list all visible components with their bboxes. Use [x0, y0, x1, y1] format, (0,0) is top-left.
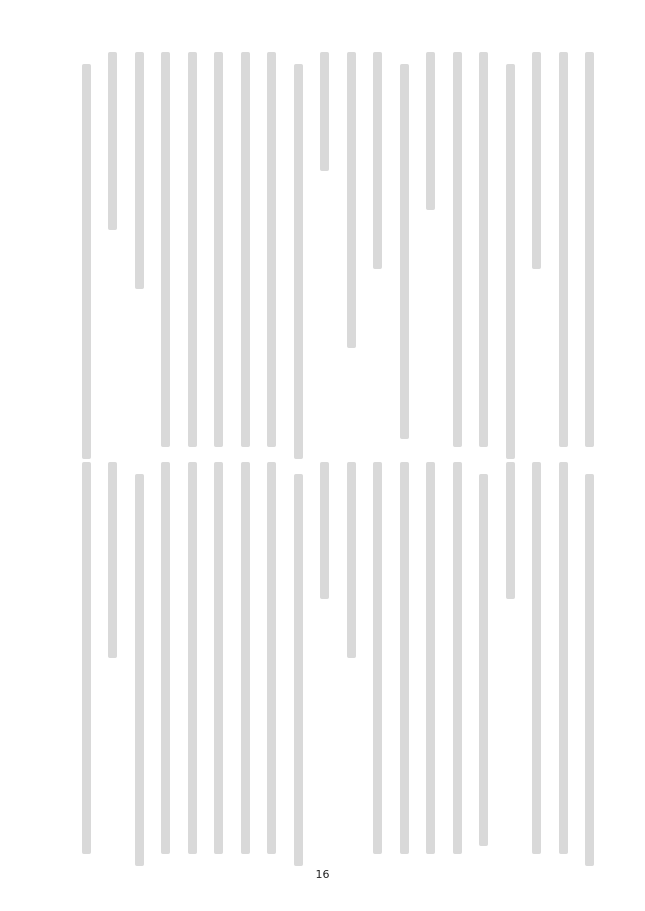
text-column-placeholder [400, 64, 409, 439]
text-column-placeholder [426, 52, 435, 210]
text-column-placeholder [479, 474, 488, 846]
text-column-placeholder [82, 462, 91, 854]
lower-text-block [70, 462, 595, 854]
text-column-placeholder [108, 462, 117, 658]
text-column-placeholder [585, 52, 594, 447]
text-column-placeholder [214, 462, 223, 854]
text-column-placeholder [135, 474, 144, 866]
text-column-placeholder [267, 462, 276, 854]
text-column-placeholder [267, 52, 276, 447]
text-column-placeholder [294, 64, 303, 459]
text-column-placeholder [400, 462, 409, 854]
text-column-placeholder [82, 64, 91, 459]
text-column-placeholder [214, 52, 223, 447]
text-column-placeholder [453, 52, 462, 447]
text-column-placeholder [373, 52, 382, 269]
text-column-placeholder [559, 462, 568, 854]
text-column-placeholder [188, 52, 197, 447]
text-column-placeholder [161, 462, 170, 854]
text-column-placeholder [559, 52, 568, 447]
text-column-placeholder [585, 474, 594, 866]
text-column-placeholder [506, 462, 515, 599]
text-column-placeholder [294, 474, 303, 866]
text-column-placeholder [188, 462, 197, 854]
text-column-placeholder [161, 52, 170, 447]
text-column-placeholder [479, 52, 488, 447]
text-column-placeholder [426, 462, 435, 854]
text-column-placeholder [532, 462, 541, 854]
text-column-placeholder [347, 52, 356, 348]
text-column-placeholder [108, 52, 117, 230]
text-column-placeholder [241, 462, 250, 854]
text-column-placeholder [453, 462, 462, 854]
page-number: 16 [315, 868, 330, 881]
text-column-placeholder [135, 52, 144, 289]
upper-text-block [70, 52, 595, 447]
text-column-placeholder [320, 52, 329, 171]
text-column-placeholder [241, 52, 250, 447]
text-column-placeholder [320, 462, 329, 599]
text-column-placeholder [506, 64, 515, 459]
text-column-placeholder [373, 462, 382, 854]
text-column-placeholder [347, 462, 356, 658]
text-column-placeholder [532, 52, 541, 269]
